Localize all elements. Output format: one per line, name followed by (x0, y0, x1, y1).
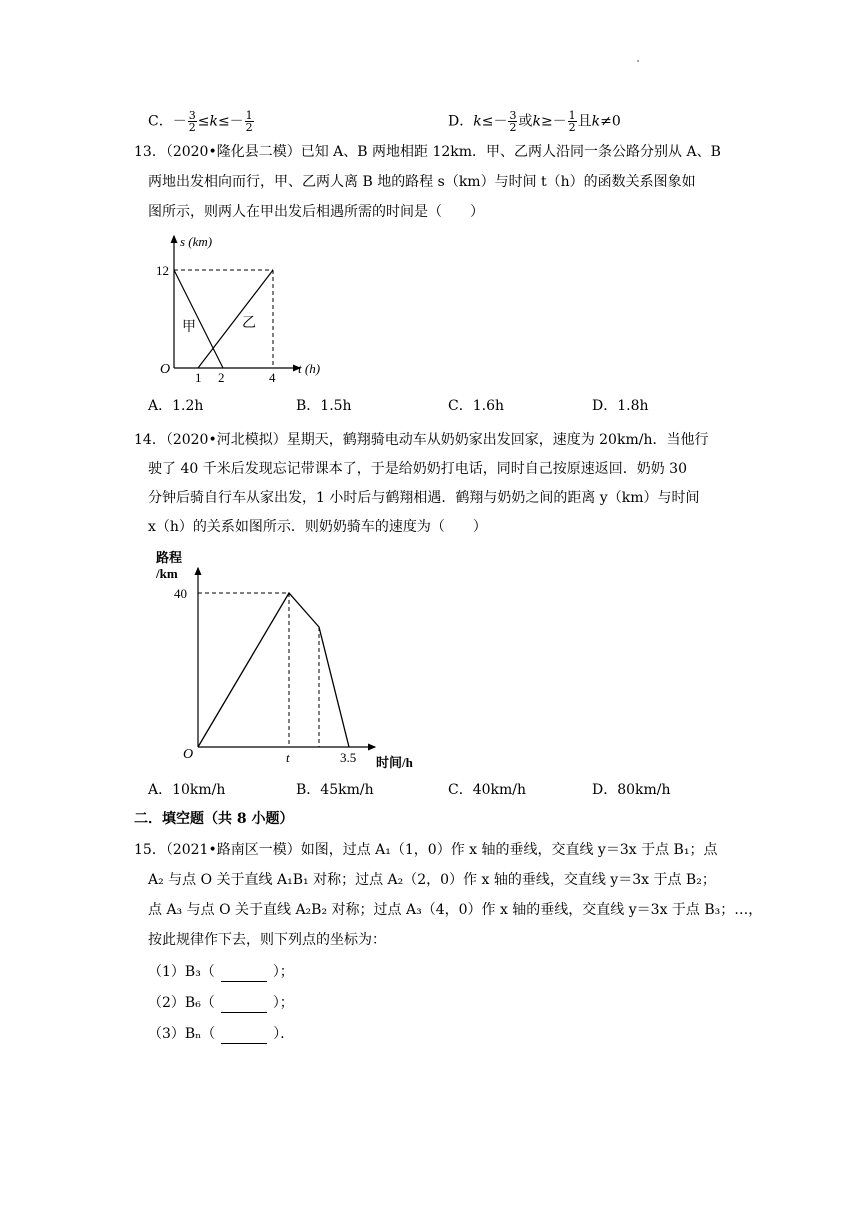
y-tick-12: 12 (156, 263, 169, 278)
q13-text-line2: 两地出发相向而行，甲、乙两人离 B 地的路程 s（km）与时间 t（h）的函数关系图象如 (148, 174, 696, 190)
q13-text-line1: 13．（2020•隆化县二模）已知 A、B 两地相距 12km．甲、乙两人沿同一条公路分别从 A、B (134, 144, 721, 160)
page-dot (637, 60, 639, 62)
q15-text-line1: 15．（2021•路南区一模）如图，过点 A₁（1，0）作 x 轴的垂线，交直线 y＝3x 于点 B₁；点 (134, 842, 718, 858)
q14-text-line4: x（h）的关系如图所示．则奶奶骑车的速度为（ ） (148, 519, 487, 535)
q13-option-c: C．1.6h (448, 398, 504, 414)
label-yi: 乙 (242, 316, 256, 331)
x-tick-4: 4 (269, 370, 276, 385)
q15-text-line2: A₂ 与点 O 关于直线 A₁B₁ 对称；过点 A₂（2，0）作 x 轴的垂线，交直线 y＝3x 于点 B₂； (148, 872, 716, 888)
q13-graph (150, 228, 340, 388)
q13-option-b: B．1.5h (296, 398, 352, 414)
answer-blank[interactable] (221, 1029, 267, 1044)
q12-option-c: C．－ $\frac{3}{2}$ ≤k≤－ $\frac{1}{2}$ (148, 109, 253, 134)
q14-option-d: D．80km/h (592, 782, 671, 798)
q15-text-line3: 点 A₃ 与点 O 关于直线 A₂B₂ 对称；过点 A₃（4，0）作 x 轴的垂线，交直线 y＝3x 于点 B₃；…， (148, 902, 763, 918)
label-jia: 甲 (182, 320, 196, 335)
yi-line (198, 270, 273, 368)
q14-graph (150, 544, 430, 774)
q12-option-d: D．k≤－ $\frac{3}{2}$ 或k≥－ $\frac{1}{2}$ 且k≠0 (448, 109, 621, 134)
jia-line (174, 270, 223, 368)
x-axis-label: t (h) (298, 361, 321, 376)
q15-item-3: （3）Bₙ（ ）． (148, 1026, 295, 1042)
answer-blank[interactable] (221, 967, 267, 982)
x-tick-3.5: 3.5 (340, 750, 357, 765)
x-axis-label: 时间/h (376, 755, 413, 770)
q14-option-a: A．10km/h (148, 782, 226, 798)
section-title: 二．填空题（共 8 小题） (134, 811, 294, 827)
q14-text-line1: 14．（2020•河北模拟）星期天，鹤翔骑电动车从奶奶家出发回家，速度为 20km/h．当他行 (134, 432, 709, 448)
answer-blank[interactable] (221, 998, 267, 1013)
q14-text-line3: 分钟后骑自行车从家出发，1 小时后与鹤翔相遇．鹤翔与奶奶之间的距离 y（km）与时间 (148, 490, 700, 506)
y-axis-label: s (km) (180, 234, 213, 249)
x-tick-1: 1 (195, 370, 202, 385)
q13-option-a: A．1.2h (148, 398, 204, 414)
q15-item-1: （1）B₃（ ）； (148, 964, 294, 980)
q14-text-line2: 驶了 40 千米后发现忘记带课本了，于是给奶奶打电话，同时自己按原速返回．奶奶 30 (148, 461, 687, 477)
q13-text-line3: 图所示，则两人在甲出发后相遇所需的时间是（ ） (148, 204, 484, 220)
y-tick-40: 40 (174, 586, 187, 601)
y-axis-label-1: 路程 (156, 550, 183, 565)
q13-option-d: D．1.8h (592, 398, 649, 414)
y-axis-label-2: /km (156, 566, 178, 581)
q15-text-line4: 按此规律作下去，则下列点的坐标为： (148, 932, 386, 948)
x-tick-t: t (286, 750, 290, 765)
x-tick-2: 2 (218, 370, 225, 385)
distance-polyline (198, 593, 349, 747)
q14-option-c: C．40km/h (448, 782, 527, 798)
q14-option-b: B．45km/h (296, 782, 374, 798)
origin-label: O (183, 747, 194, 762)
origin-label: O (160, 362, 171, 377)
q15-item-2: （2）B₆（ ）； (148, 995, 294, 1011)
